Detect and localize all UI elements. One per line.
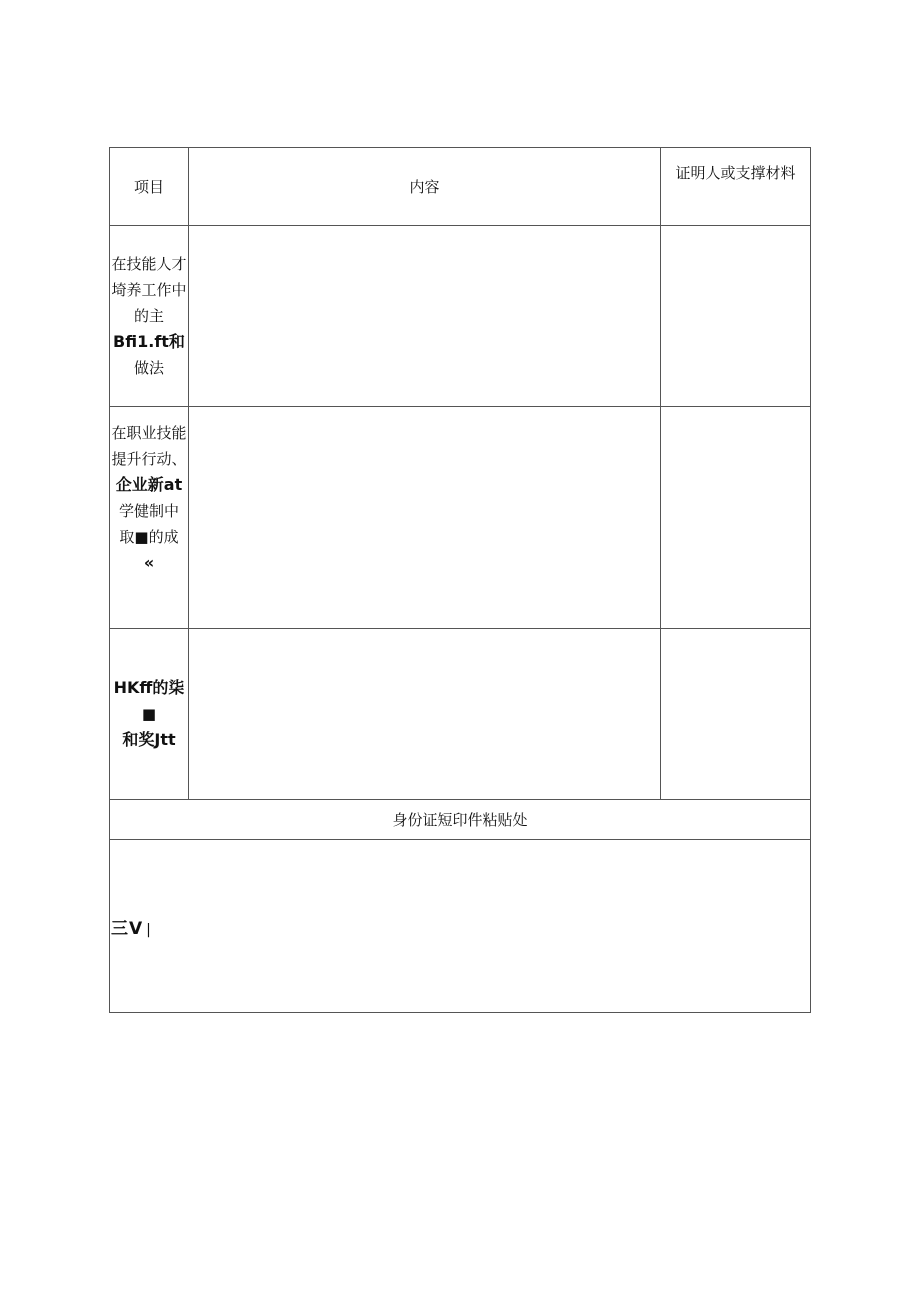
application-form-table (109, 147, 811, 1013)
header-content-label: 内容 (409, 177, 440, 196)
id-section-title-row (110, 800, 811, 840)
row-item-label (110, 675, 188, 753)
row-item-cell (110, 226, 189, 407)
label-line: 取■的成 (119, 527, 179, 546)
row-content-cell[interactable] (189, 226, 661, 407)
label-line: « (143, 552, 155, 572)
id-section-title: 身份证短印件粘贴处 (392, 810, 528, 829)
label-line: 学健制中 (118, 501, 179, 520)
row-proof-cell[interactable] (661, 407, 811, 629)
row-proof-cell[interactable] (661, 629, 811, 800)
label-line: HKff的柒 (113, 678, 185, 697)
table-row (110, 226, 811, 407)
label-line: 和奖Jtt (122, 730, 176, 749)
paste-mark-suffix: | (146, 922, 152, 938)
table-row (110, 629, 811, 800)
row-item-cell (110, 629, 189, 800)
row-item-label (110, 251, 188, 381)
id-paste-area[interactable] (110, 840, 811, 1013)
label-line: 提升行动、 (111, 449, 187, 468)
row-item-cell (110, 407, 189, 629)
label-line: 在技能人才 (111, 255, 187, 273)
label-line: ■ (141, 705, 157, 723)
id-paste-row (110, 840, 811, 1013)
label-line: 的主 (133, 307, 164, 325)
row-content-cell[interactable] (189, 629, 661, 800)
header-item-label: 项目 (133, 177, 164, 196)
label-line: 埼养工作中 (111, 281, 187, 299)
id-section-title-cell (110, 800, 811, 840)
table-row (110, 407, 811, 629)
paste-mark-text: 三V (111, 919, 144, 939)
header-proof-label: 证明人或支撑材料 (675, 164, 796, 182)
row-content-cell[interactable] (189, 407, 661, 629)
table-header-row (110, 148, 811, 226)
label-line: 在职业技能 (111, 423, 187, 442)
header-proof-cell (661, 148, 811, 226)
label-line: Bfi1.ft和 (113, 332, 185, 351)
row-proof-cell[interactable] (661, 226, 811, 407)
header-content-cell (189, 148, 661, 226)
row-item-label (110, 420, 188, 616)
paste-area-mark (111, 916, 152, 943)
header-item-cell (110, 148, 189, 226)
label-line: 企业新at (115, 474, 183, 494)
label-line: 做法 (133, 359, 164, 377)
